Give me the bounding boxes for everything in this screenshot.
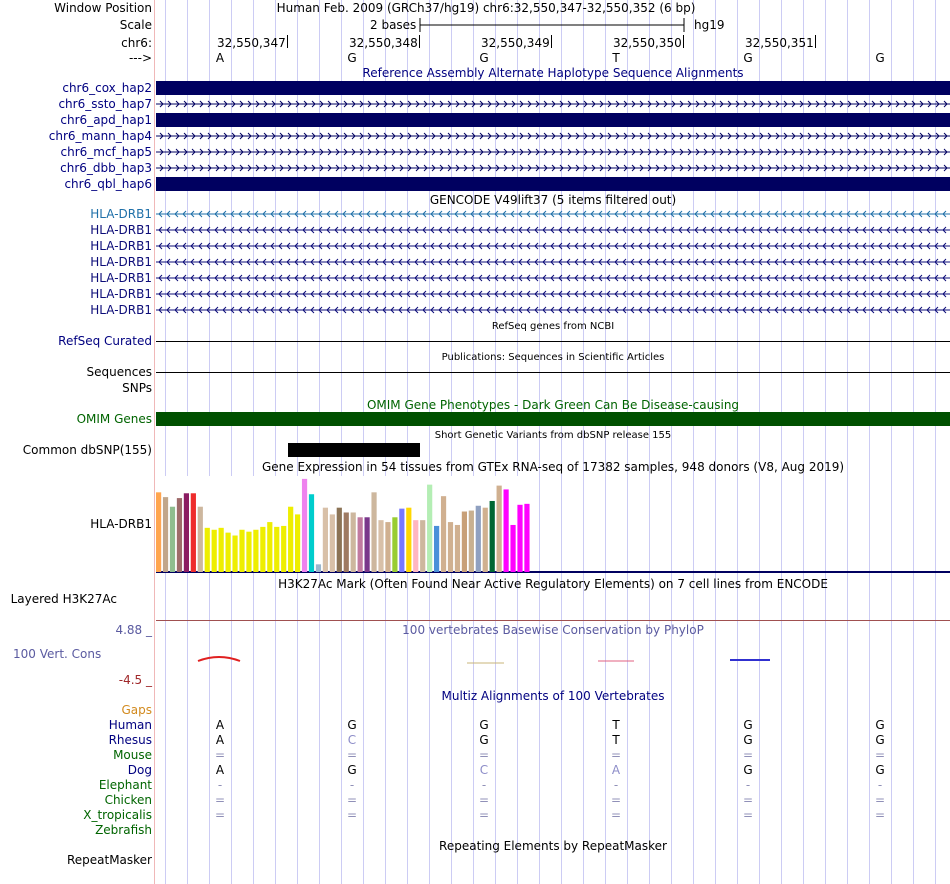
- alt-hap-arrow-line[interactable]: [156, 145, 950, 159]
- multiz-base: =: [346, 793, 358, 807]
- gencode-label[interactable]: HLA-DRB1: [90, 207, 152, 221]
- multiz-base: =: [214, 793, 226, 807]
- gtex-tissue-bar[interactable]: [323, 508, 328, 572]
- gtex-tissue-bar[interactable]: [260, 527, 265, 572]
- gaps-label: Gaps: [121, 703, 152, 717]
- gtex-tissue-bar[interactable]: [295, 514, 300, 572]
- gtex-tissue-bar[interactable]: [156, 492, 161, 572]
- gtex-tissue-bar[interactable]: [476, 506, 481, 572]
- strand-label: --->: [128, 51, 152, 65]
- coord-tick: [815, 35, 816, 48]
- window-position-label: Window Position: [54, 1, 152, 15]
- gtex-tissue-bar[interactable]: [462, 512, 467, 572]
- gencode-label[interactable]: HLA-DRB1: [90, 271, 152, 285]
- refseq-line: [156, 341, 950, 342]
- coord-label: 32,550,350: [613, 36, 682, 50]
- alt-hap-label[interactable]: chr6_qbl_hap6: [64, 177, 152, 191]
- repeatmasker-label[interactable]: RepeatMasker: [66, 853, 152, 867]
- gtex-tissue-bar[interactable]: [212, 530, 217, 572]
- cons-ymax: 4.88 _: [115, 623, 152, 637]
- reference-base: G: [875, 51, 885, 65]
- gtex-tissue-bar[interactable]: [524, 504, 529, 572]
- multiz-base: G: [479, 718, 489, 732]
- gtex-tissue-bar[interactable]: [469, 511, 474, 572]
- multiz-base: =: [610, 793, 622, 807]
- cons-label[interactable]: 100 Vert. Cons: [13, 647, 102, 661]
- alt-hap-block[interactable]: [156, 177, 950, 191]
- alt-hap-title[interactable]: Reference Assembly Alternate Haplotype Sequence Alignments: [362, 66, 744, 80]
- omim-label[interactable]: OMIM Genes: [76, 412, 152, 426]
- repeatmasker-title[interactable]: Repeating Elements by RepeatMasker: [439, 839, 667, 853]
- gtex-tissue-bar[interactable]: [219, 528, 224, 572]
- chrom-label: chr6:: [121, 36, 152, 50]
- gencode-transcript-line[interactable]: [156, 287, 950, 301]
- gtex-tissue-bar[interactable]: [490, 501, 495, 572]
- reference-base: T: [612, 51, 620, 65]
- dbsnp-title[interactable]: Short Genetic Variants from dbSNP release 155: [434, 430, 672, 441]
- gencode-transcript-line[interactable]: [156, 207, 950, 221]
- gtex-tissue-bar[interactable]: [253, 530, 258, 572]
- gtex-tissue-bar[interactable]: [246, 532, 251, 572]
- multiz-base: =: [742, 793, 754, 807]
- gtex-tissue-bar[interactable]: [392, 517, 397, 572]
- coord-tick: [419, 35, 420, 48]
- gencode-transcript-line[interactable]: [156, 303, 950, 317]
- gtex-tissue-bar[interactable]: [434, 526, 439, 572]
- gtex-tissue-bar[interactable]: [191, 493, 196, 572]
- multiz-species-label[interactable]: Dog: [127, 763, 152, 777]
- scale-bar: [418, 16, 688, 34]
- multiz-base: =: [874, 808, 886, 822]
- multiz-species-label[interactable]: Zebrafish: [95, 823, 152, 837]
- coord-label: 32,550,349: [481, 36, 550, 50]
- multiz-base: -: [877, 778, 883, 792]
- gtex-tissue-bar[interactable]: [399, 509, 404, 572]
- omim-bar[interactable]: [156, 412, 950, 426]
- gencode-label[interactable]: HLA-DRB1: [90, 239, 152, 253]
- gtex-tissue-bar[interactable]: [198, 507, 203, 572]
- multiz-base: C: [347, 733, 357, 747]
- gtex-tissue-bar[interactable]: [358, 517, 363, 572]
- gencode-label[interactable]: HLA-DRB1: [90, 255, 152, 269]
- h3k27ac-label[interactable]: Layered H3K27Ac: [10, 592, 117, 606]
- gtex-tissue-bar[interactable]: [170, 507, 175, 572]
- coord-label: 32,550,348: [349, 36, 418, 50]
- multiz-base: =: [346, 808, 358, 822]
- publications-title[interactable]: Publications: Sequences in Scientific Articles: [441, 352, 665, 363]
- reference-base: G: [743, 51, 753, 65]
- gtex-tissue-bar[interactable]: [288, 507, 293, 572]
- gtex-tissue-bar[interactable]: [504, 489, 509, 572]
- multiz-base: G: [347, 718, 357, 732]
- multiz-species-label[interactable]: Chicken: [104, 793, 152, 807]
- reference-base: A: [215, 51, 225, 65]
- multiz-base: =: [874, 748, 886, 762]
- gtex-tissue-bar[interactable]: [365, 517, 370, 572]
- multiz-base: =: [742, 808, 754, 822]
- multiz-species-label[interactable]: Human: [108, 718, 152, 732]
- multiz-base: =: [874, 793, 886, 807]
- gencode-title[interactable]: GENCODE V49lift37 (5 items filtered out): [429, 193, 677, 207]
- multiz-base: -: [349, 778, 355, 792]
- multiz-species-label[interactable]: Elephant: [98, 778, 152, 792]
- multiz-species-label[interactable]: X_tropicalis: [83, 808, 152, 822]
- gtex-tissue-bar[interactable]: [337, 508, 342, 572]
- snps-label[interactable]: SNPs: [122, 381, 152, 395]
- gtex-tissue-bar[interactable]: [205, 528, 210, 572]
- gtex-tissue-bar[interactable]: [448, 522, 453, 572]
- multiz-base: G: [875, 733, 885, 747]
- multiz-base: -: [613, 778, 619, 792]
- gtex-tissue-bar[interactable]: [302, 479, 307, 572]
- multiz-base: G: [479, 733, 489, 747]
- h3k27ac-title[interactable]: H3K27Ac Mark (Often Found Near Active Regulatory Elements) on 7 cell lines from ENCODE: [278, 577, 828, 591]
- multiz-base: A: [215, 763, 225, 777]
- h3k27ac-baseline: [156, 620, 950, 621]
- gtex-tissue-bar[interactable]: [274, 527, 279, 572]
- gtex-tissue-bar[interactable]: [163, 497, 168, 572]
- scale-label: Scale: [119, 18, 152, 32]
- gtex-tissue-bar[interactable]: [413, 520, 418, 572]
- multiz-base: =: [478, 793, 490, 807]
- multiz-species-label[interactable]: Rhesus: [108, 733, 152, 747]
- alt-hap-label[interactable]: chr6_mann_hap4: [48, 129, 152, 143]
- multiz-base: G: [347, 763, 357, 777]
- multiz-base: =: [478, 748, 490, 762]
- alt-hap-arrow-line[interactable]: [156, 97, 950, 111]
- gtex-tissue-bar[interactable]: [239, 530, 244, 572]
- gtex-tissue-bar[interactable]: [177, 498, 182, 572]
- refseq-label[interactable]: RefSeq Curated: [58, 334, 152, 348]
- gtex-tissue-bar[interactable]: [371, 492, 376, 572]
- multiz-base: T: [612, 733, 620, 747]
- coord-tick: [551, 35, 552, 48]
- reference-base: G: [347, 51, 357, 65]
- alt-hap-label[interactable]: chr6_apd_hap1: [60, 113, 152, 127]
- gtex-tissue-bar[interactable]: [427, 485, 432, 572]
- coord-tick: [683, 35, 684, 48]
- gtex-tissue-bar[interactable]: [510, 525, 515, 572]
- multiz-base: =: [214, 748, 226, 762]
- multiz-base: G: [743, 718, 753, 732]
- coord-label: 32,550,351: [745, 36, 814, 50]
- multiz-base: =: [610, 808, 622, 822]
- gtex-tissue-bar[interactable]: [344, 512, 349, 572]
- multiz-base: G: [875, 718, 885, 732]
- multiz-base: =: [214, 808, 226, 822]
- multiz-base: -: [217, 778, 223, 792]
- gencode-transcript-line[interactable]: [156, 271, 950, 285]
- gencode-transcript-line[interactable]: [156, 223, 950, 237]
- multiz-base: G: [743, 763, 753, 777]
- gtex-tissue-bar[interactable]: [184, 493, 189, 572]
- alt-hap-arrow-line[interactable]: [156, 161, 950, 175]
- multiz-base: =: [478, 808, 490, 822]
- alt-hap-label[interactable]: chr6_cox_hap2: [62, 81, 152, 95]
- db-name: hg19: [694, 18, 725, 32]
- gtex-tissue-bar[interactable]: [385, 522, 390, 572]
- multiz-base: =: [610, 748, 622, 762]
- sequences-line: [156, 372, 950, 373]
- multiz-base: A: [215, 733, 225, 747]
- gtex-tissue-bar[interactable]: [351, 512, 356, 572]
- gencode-label[interactable]: HLA-DRB1: [90, 287, 152, 301]
- sequences-label[interactable]: Sequences: [86, 365, 152, 379]
- gencode-transcript-line[interactable]: [156, 255, 950, 269]
- multiz-base: G: [743, 733, 753, 747]
- gtex-tissue-bar[interactable]: [309, 494, 314, 572]
- multiz-base: T: [612, 718, 620, 732]
- gtex-chart[interactable]: [156, 476, 950, 576]
- gencode-label[interactable]: HLA-DRB1: [90, 223, 152, 237]
- alt-hap-label[interactable]: chr6_mcf_hap5: [60, 145, 152, 159]
- gtex-tissue-bar[interactable]: [330, 514, 335, 572]
- gtex-title[interactable]: Gene Expression in 54 tissues from GTEx RNA-seq of 17382 samples, 948 donors (V8, Aug 2019): [261, 460, 845, 474]
- multiz-base: -: [745, 778, 751, 792]
- multiz-base: =: [742, 748, 754, 762]
- gtex-tissue-bar[interactable]: [316, 564, 321, 572]
- multiz-base: A: [215, 718, 225, 732]
- multiz-base: -: [481, 778, 487, 792]
- gtex-tissue-bar[interactable]: [378, 520, 383, 572]
- alt-hap-block[interactable]: [156, 81, 950, 95]
- cons-plot: [156, 650, 950, 670]
- multiz-base: A: [611, 763, 621, 777]
- alt-hap-block[interactable]: [156, 113, 950, 127]
- gtex-tissue-bar[interactable]: [441, 496, 446, 572]
- gtex-tissue-bar[interactable]: [226, 533, 231, 572]
- coord-label: 32,550,347: [217, 36, 286, 50]
- gtex-tissue-bar[interactable]: [420, 520, 425, 572]
- alt-hap-label[interactable]: chr6_ssto_hap7: [58, 97, 152, 111]
- gtex-tissue-bar[interactable]: [406, 508, 411, 572]
- assembly-position: Human Feb. 2009 (GRCh37/hg19) chr6:32,550,347-32,550,352 (6 bp): [276, 1, 696, 15]
- coord-tick: [287, 35, 288, 48]
- reference-base: G: [479, 51, 489, 65]
- multiz-species-label[interactable]: Mouse: [113, 748, 152, 762]
- gtex-tissue-bar[interactable]: [517, 505, 522, 572]
- refseq-title[interactable]: RefSeq genes from NCBI: [491, 321, 615, 332]
- dbsnp-label[interactable]: Common dbSNP(155): [22, 443, 152, 457]
- cons-title[interactable]: 100 vertebrates Basewise Conservation by PhyloP: [402, 623, 704, 637]
- multiz-title[interactable]: Multiz Alignments of 100 Vertebrates: [441, 689, 665, 703]
- gtex-tissue-bar[interactable]: [267, 522, 272, 572]
- scale-text: 2 bases: [370, 18, 417, 32]
- multiz-base: G: [875, 763, 885, 777]
- gencode-label[interactable]: HLA-DRB1: [90, 303, 152, 317]
- gtex-tissue-bar[interactable]: [497, 486, 502, 572]
- gencode-transcript-line[interactable]: [156, 239, 950, 253]
- gtex-tissue-bar[interactable]: [483, 508, 488, 572]
- gtex-tissue-bar[interactable]: [455, 525, 460, 572]
- alt-hap-arrow-line[interactable]: [156, 129, 950, 143]
- left-margin-line: [154, 0, 155, 884]
- multiz-base: =: [346, 748, 358, 762]
- gtex-label[interactable]: HLA-DRB1: [90, 517, 152, 531]
- omim-title[interactable]: OMIM Gene Phenotypes - Dark Green Can Be Disease-causing: [366, 398, 740, 412]
- cons-ymin: -4.5 _: [118, 673, 152, 687]
- alt-hap-label[interactable]: chr6_dbb_hap3: [60, 161, 152, 175]
- gtex-tissue-bar[interactable]: [281, 526, 286, 572]
- dbsnp-variant-bar[interactable]: [288, 443, 420, 457]
- multiz-base: C: [479, 763, 489, 777]
- gtex-tissue-bar[interactable]: [232, 536, 237, 572]
